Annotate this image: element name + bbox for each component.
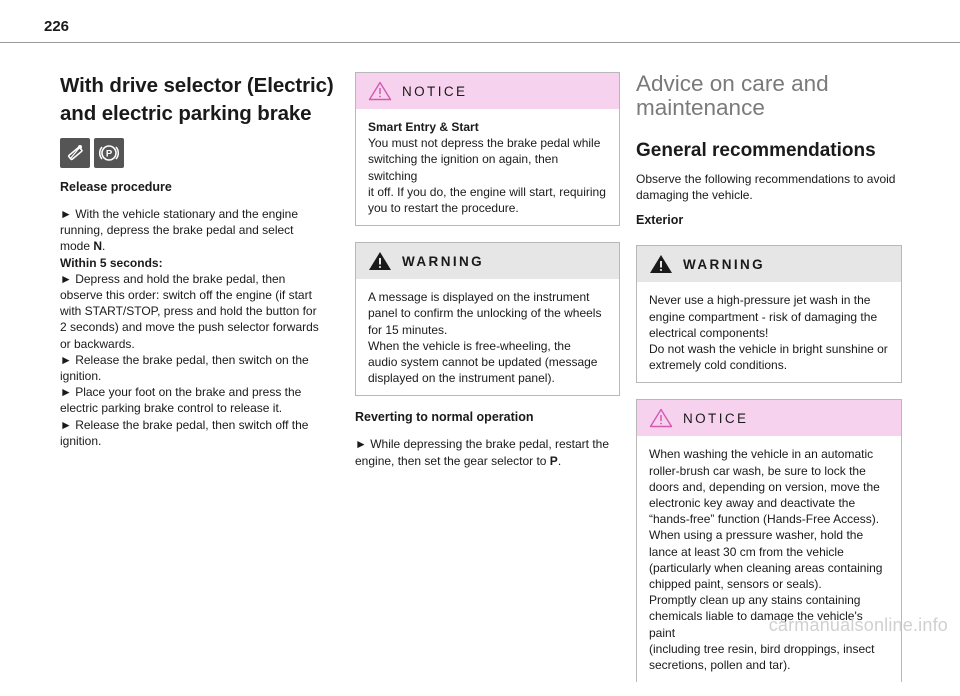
- text-line: electrical components!: [649, 325, 769, 340]
- text-line: with START/STOP, press and hold the button for: [60, 304, 317, 319]
- warning-triangle-icon: [368, 251, 392, 271]
- warning-title: WARNING: [683, 256, 766, 272]
- text-line: or backwards.: [60, 336, 135, 351]
- warning-header: [637, 246, 901, 282]
- mode-suffix: .: [102, 239, 106, 254]
- column-left: [60, 60, 340, 449]
- notice-body: [356, 109, 619, 225]
- notice-triangle-icon: [649, 408, 673, 428]
- text-line: When washing the vehicle in an automatic: [649, 447, 874, 462]
- text-line: it off. If you do, the engine will start, requiring: [368, 184, 606, 199]
- parking-brake-icon: [94, 138, 124, 168]
- advice-title: [636, 72, 902, 120]
- notice-box-smart-entry: [355, 72, 620, 226]
- text-line: observe this order: switch off the engine (if start: [60, 288, 312, 303]
- text-line: ignition.: [60, 433, 102, 448]
- warning-box-free-wheeling: [355, 242, 620, 396]
- title-line-2: and electric parking brake: [60, 102, 312, 125]
- column-middle: [355, 72, 620, 469]
- icon-badges: [60, 138, 340, 168]
- watermark: carmanualsonline.info: [768, 615, 948, 635]
- text-line: “hands-free” function (Hands-Free Access).: [649, 512, 880, 527]
- text-line: (including tree resin, bird droppings, insect: [649, 641, 875, 656]
- text-line: When the vehicle is free-wheeling, the: [368, 338, 571, 353]
- text-line: extremely cold conditions.: [649, 358, 788, 373]
- notice-title: NOTICE: [683, 410, 749, 426]
- release-procedure-heading: Release procedure: [60, 180, 172, 194]
- gear-prefix: engine, then set the gear selector to: [355, 453, 550, 468]
- advice-title-line-1: Advice on care and: [636, 71, 829, 96]
- text-line: lance at least 30 cm from the vehicle: [649, 544, 844, 559]
- warning-box-exterior: [636, 245, 902, 383]
- text-line-mode: [60, 238, 340, 254]
- text-line: electric parking brake control to release it.: [60, 401, 283, 416]
- header-rule: [0, 42, 960, 43]
- text-line: engine compartment - risk of damaging the: [649, 309, 878, 324]
- notice-heading: Smart Entry & Start: [368, 120, 479, 134]
- general-intro: [636, 171, 902, 203]
- text-line: secretions, pollen and tar).: [649, 658, 791, 673]
- notice-header: [637, 400, 901, 436]
- text-line: electronic key away and deactivate the: [649, 496, 856, 511]
- section-title-drive-selector: [60, 72, 340, 128]
- text-line: displayed on the instrument panel).: [368, 371, 555, 386]
- text-line: doors and, depending on version, move the: [649, 479, 880, 494]
- gear-value: P: [549, 453, 558, 468]
- text-line: ignition.: [60, 369, 102, 384]
- warning-body: [356, 279, 619, 395]
- within-5-seconds-label: Within 5 seconds:: [60, 255, 163, 270]
- text-line: ► Release the brake pedal, then switch on the: [60, 352, 309, 367]
- text-line: When using a pressure washer, hold the: [649, 528, 864, 543]
- text-line: A message is displayed on the instrument: [368, 290, 590, 305]
- svg-text:P: P: [105, 148, 113, 160]
- text-line: chemicals liable to damage the vehicle's paint: [649, 609, 863, 640]
- text-line: damaging the vehicle.: [636, 188, 753, 203]
- text-line: You must not depress the brake pedal while: [368, 136, 601, 151]
- text-line: switching the ignition on again, then switching: [368, 152, 559, 183]
- text-line: (particularly when cleaning areas containing: [649, 560, 883, 575]
- notice-title: NOTICE: [402, 83, 468, 99]
- release-procedure-text: [60, 206, 340, 449]
- text-line: ► Depress and hold the brake pedal, then: [60, 271, 286, 286]
- text-line-gear: [355, 453, 620, 469]
- title-line-1: With drive selector (Electric): [60, 74, 334, 97]
- column-right: [636, 60, 902, 696]
- text-line: panel to confirm the unlocking of the wheels: [368, 306, 602, 321]
- notice-body: [637, 436, 901, 682]
- warning-body: [637, 282, 901, 382]
- text-line: Observe the following recommendations to avoid: [636, 172, 896, 186]
- page-number: 226: [44, 18, 70, 35]
- mode-prefix: mode: [60, 239, 94, 254]
- reverting-text: [355, 436, 620, 468]
- text-line: Do not wash the vehicle in bright sunshine or: [649, 342, 888, 357]
- text-line: Never use a high-pressure jet wash in the: [649, 293, 871, 308]
- warning-title: WARNING: [402, 253, 485, 269]
- text-line: ► While depressing the brake pedal, restart the: [355, 437, 610, 452]
- advice-title-line-2: maintenance: [636, 95, 765, 120]
- mode-value: N: [93, 239, 103, 254]
- text-line: roller-brush car wash, be sure to lock the: [649, 463, 866, 478]
- text-line: 2 seconds) and move the push selector forwards: [60, 320, 319, 335]
- text-line: ► Place your foot on the brake and press the: [60, 385, 302, 400]
- exterior-heading: Exterior: [636, 213, 684, 228]
- text-line: audio system cannot be updated (message: [368, 355, 598, 370]
- warning-triangle-icon: [649, 254, 673, 274]
- text-line: for 15 minutes.: [368, 322, 448, 337]
- text-line: ► With the vehicle stationary and the engine: [60, 207, 299, 221]
- general-recommendations-title: General recommendations: [636, 140, 876, 161]
- text-line: Promptly clean up any stains containing: [649, 593, 861, 608]
- drive-selector-icon: [60, 138, 90, 168]
- warning-header: [356, 243, 619, 279]
- reverting-heading: Reverting to normal operation: [355, 410, 534, 425]
- notice-header: [356, 73, 619, 109]
- gear-suffix: .: [557, 453, 562, 468]
- text-line: ► Release the brake pedal, then switch off the: [60, 417, 309, 432]
- text-line: you to restart the procedure.: [368, 201, 519, 216]
- notice-triangle-icon: [368, 81, 392, 101]
- text-line: chipped paint, sensors or seals).: [649, 577, 822, 592]
- text-line: running, depress the brake pedal and select: [60, 223, 294, 238]
